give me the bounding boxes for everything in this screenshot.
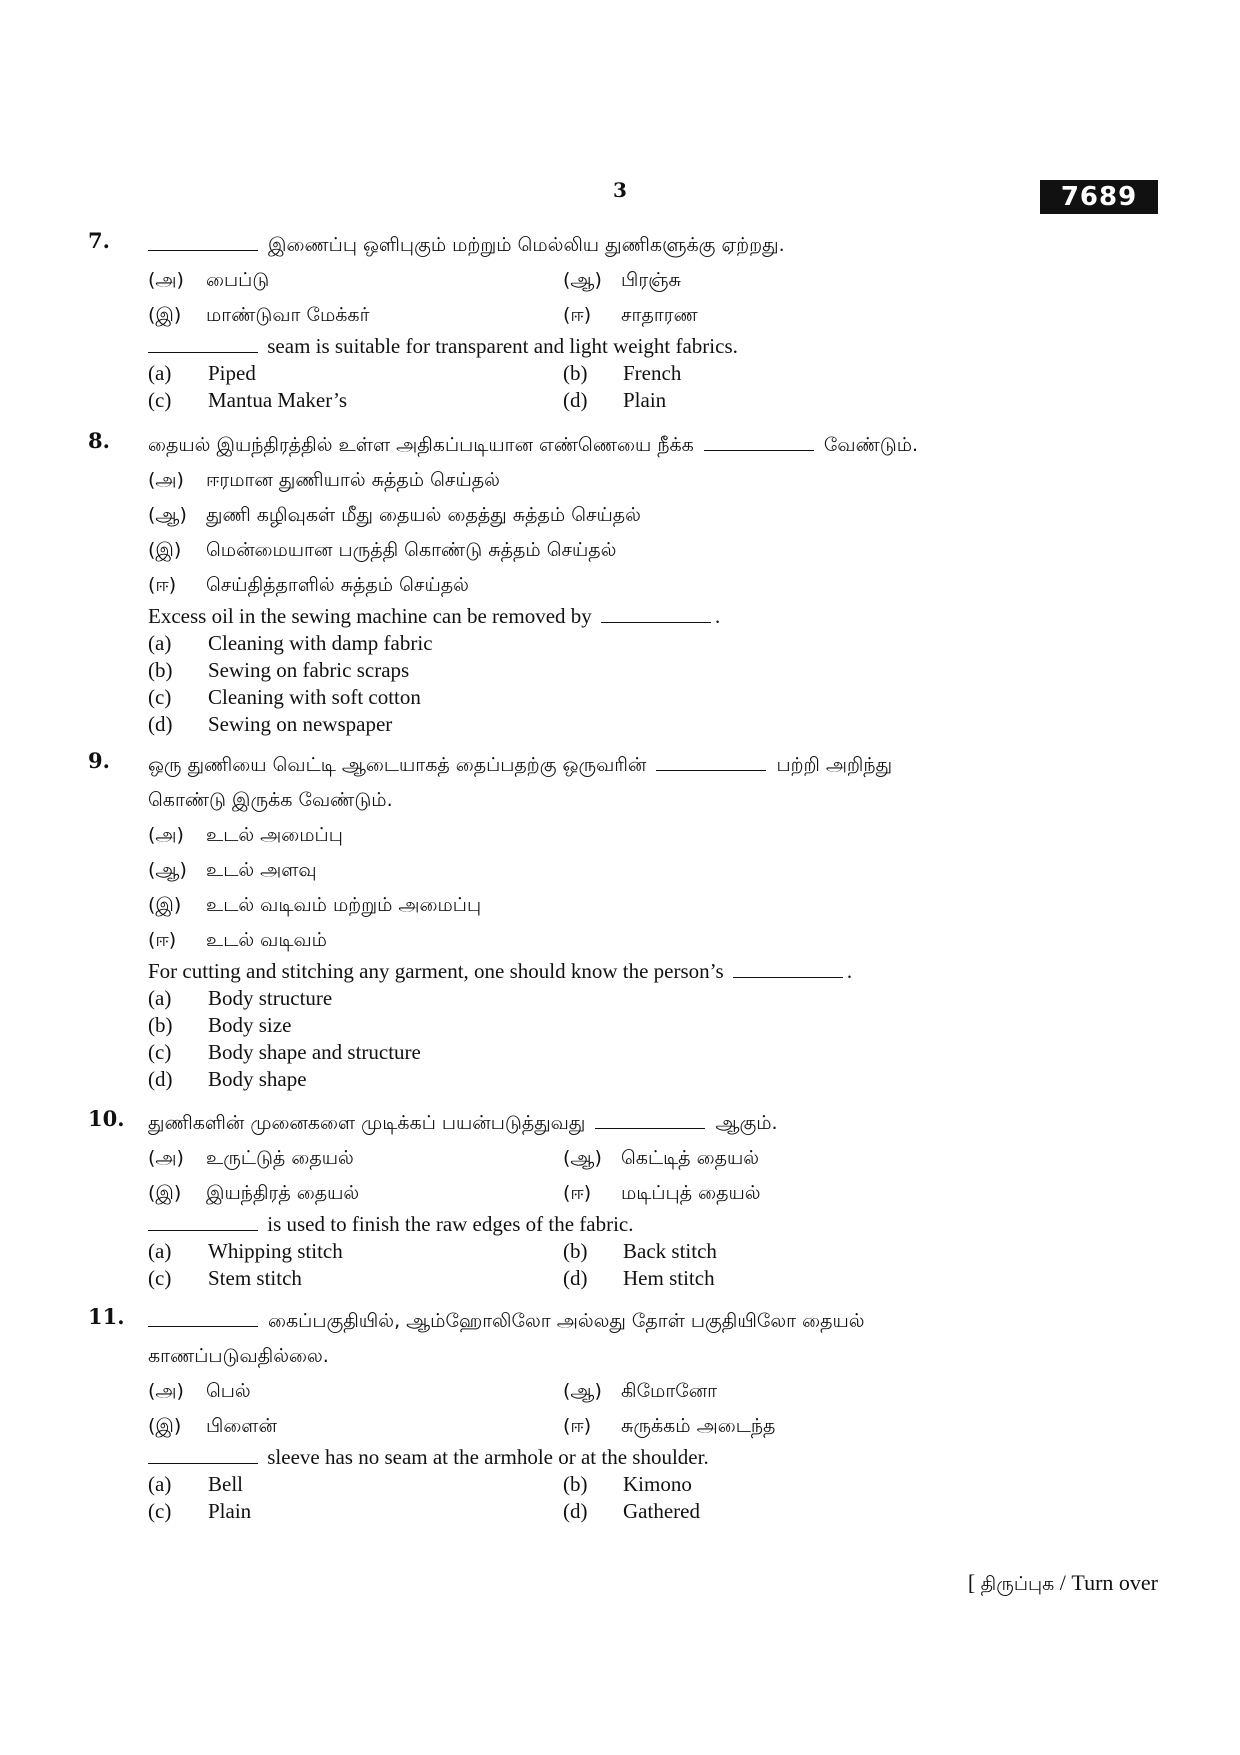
answer-blank <box>148 351 258 353</box>
ta-option-row <box>148 1409 1098 1444</box>
answer-blank <box>601 621 711 623</box>
en-option <box>148 985 1098 1012</box>
ta-question <box>148 1304 1098 1339</box>
text: ஈரமான துணியால் சுத்தம் செய்தல் <box>206 469 500 491</box>
text: ஆகும். <box>715 1112 778 1134</box>
en-option-row <box>148 387 1098 414</box>
text: (இ) <box>148 894 182 916</box>
text: (b) <box>563 361 588 385</box>
ta-option: சுருக்கம் அடைந்த <box>621 1415 776 1437</box>
text: (a) <box>148 1239 172 1263</box>
text: (இ) <box>148 1182 182 1204</box>
text: (c) <box>148 685 172 709</box>
en-option: Plain <box>623 388 667 412</box>
text: Cleaning with soft cotton <box>208 685 421 709</box>
answer-blank <box>704 449 814 451</box>
en-question <box>148 958 1098 985</box>
text: [ <box>967 1570 976 1595</box>
text: செய்தித்தாளில் சுத்தம் செய்தல் <box>206 574 469 596</box>
text: (d) <box>563 1266 588 1290</box>
text: Sewing on fabric scraps <box>208 658 410 682</box>
en-option <box>148 711 1098 738</box>
text: (ஈ) <box>563 1415 592 1437</box>
en-option-row <box>148 1498 1098 1525</box>
en-option <box>148 630 1098 657</box>
text: பற்றி அறிந்து <box>776 754 893 776</box>
ta-option: பிளைன் <box>206 1415 277 1437</box>
en-option-row <box>148 360 1098 387</box>
text: (c) <box>148 388 172 412</box>
text: (அ) <box>148 1380 184 1402</box>
text: / <box>1059 1570 1066 1595</box>
ta-option <box>148 463 1098 498</box>
ta-question <box>148 1106 1098 1141</box>
text: (a) <box>148 1472 172 1496</box>
text: Excess oil in the sewing machine can be removed by <box>148 604 592 628</box>
text: (அ) <box>148 1147 184 1169</box>
text: (b) <box>563 1239 588 1263</box>
ta-question <box>148 428 1098 463</box>
question-number: 8. <box>88 428 110 453</box>
en-option <box>148 657 1098 684</box>
text: (a) <box>148 361 172 385</box>
en-option-row <box>148 1265 1098 1292</box>
en-option: Stem stitch <box>208 1266 302 1290</box>
text: தையல் இயந்திரத்தில் உள்ள அதிகப்படியான எண்ணெயை நீக்க <box>148 434 694 456</box>
text: உடல் வடிவம் மற்றும் அமைப்பு <box>206 894 482 916</box>
text: (c) <box>148 1499 172 1523</box>
text: (அ) <box>148 824 184 846</box>
text: உடல் அமைப்பு <box>206 824 343 846</box>
ta-option-row <box>148 1176 1098 1211</box>
question-number: 7. <box>88 228 110 253</box>
text: (c) <box>148 1266 172 1290</box>
text: (d) <box>148 1067 173 1091</box>
ta-option <box>148 923 1098 958</box>
ta-option <box>148 533 1098 568</box>
ta-option <box>148 498 1098 533</box>
ta-option <box>148 888 1098 923</box>
text: ஒரு துணியை வெட்டி ஆடையாகத் தைப்பதற்கு ஒருவரின் <box>148 754 647 776</box>
answer-blank <box>148 1325 258 1327</box>
question-number: 11. <box>88 1304 125 1329</box>
text: (இ) <box>148 304 182 326</box>
text: (d) <box>563 388 588 412</box>
text: மென்மையான பருத்தி கொண்டு சுத்தம் செய்தல் <box>206 539 617 561</box>
text: Sewing on newspaper <box>208 712 393 736</box>
en-question <box>148 603 1098 630</box>
ta-option-row <box>148 1374 1098 1409</box>
text: (c) <box>148 1040 172 1064</box>
text: (b) <box>148 658 173 682</box>
paper-code-badge: 7689 <box>1040 180 1158 214</box>
text: Body shape and structure <box>208 1040 421 1064</box>
en-option <box>148 1039 1098 1066</box>
text: (ஆ) <box>563 1380 602 1402</box>
en-option: French <box>623 361 682 385</box>
text: Body structure <box>208 986 333 1010</box>
text: (ஈ) <box>148 574 177 596</box>
ta-question <box>148 228 1098 263</box>
en-option: Bell <box>208 1472 243 1496</box>
ta-option: கிமோனோ <box>621 1380 718 1402</box>
text: Body size <box>208 1013 292 1037</box>
text: (b) <box>563 1472 588 1496</box>
page-number: 3 <box>613 178 627 202</box>
ta-option-row <box>148 263 1098 298</box>
en-question <box>148 333 1098 360</box>
text: (இ) <box>148 1415 182 1437</box>
en-option <box>148 684 1098 711</box>
turn-over-note <box>900 1570 1158 1598</box>
text: Cleaning with damp fabric <box>208 631 433 655</box>
text: (ஆ) <box>563 269 602 291</box>
en-option: Back stitch <box>623 1239 717 1263</box>
text: seam is suitable for transparent and light weight fabrics. <box>267 334 738 358</box>
text: (அ) <box>148 469 184 491</box>
ta-option: பைப்டு <box>206 269 270 291</box>
text: துணிகளின் முனைகளை முடிக்கப் பயன்படுத்துவது <box>148 1112 586 1134</box>
text: (ஈ) <box>563 1182 592 1204</box>
text: (ஈ) <box>563 304 592 326</box>
en-option: Piped <box>208 361 256 385</box>
en-option <box>148 1012 1098 1039</box>
en-option-row <box>148 1238 1098 1265</box>
text: துணி கழிவுகள் மீது தையல் தைத்து சுத்தம் செய்தல் <box>206 504 641 526</box>
answer-blank <box>148 249 258 251</box>
en-option-row <box>148 1471 1098 1498</box>
text: (ஆ) <box>148 504 187 526</box>
text: கைப்பகுதியில், ஆம்ஹோலிலோ அல்லது தோள் பகுதியிலோ தையல் <box>268 1310 865 1332</box>
ta-option <box>148 853 1098 888</box>
ta-option: மடிப்புத் தையல் <box>621 1182 761 1204</box>
text: திருப்புக <box>980 1573 1055 1595</box>
ta-question-continued: காணப்படுவதில்லை. <box>148 1345 329 1367</box>
text: . <box>846 959 853 983</box>
text: (ஆ) <box>148 859 187 881</box>
en-option: Kimono <box>623 1472 692 1496</box>
text: உடல் அளவு <box>206 859 317 881</box>
text: (அ) <box>148 269 184 291</box>
text: Turn over <box>1071 1570 1158 1595</box>
en-option: Hem stitch <box>623 1266 715 1290</box>
text: (ஆ) <box>563 1147 602 1169</box>
text: (b) <box>148 1013 173 1037</box>
ta-question-continued: கொண்டு இருக்க வேண்டும். <box>148 789 393 811</box>
text: (d) <box>148 712 173 736</box>
text: (இ) <box>148 539 182 561</box>
ta-option-row <box>148 298 1098 333</box>
en-option: Plain <box>208 1499 252 1523</box>
text: (ஈ) <box>148 929 177 951</box>
text: இணைப்பு ஒளிபுகும் மற்றும் மெல்லிய துணிகளுக்கு ஏற்றது. <box>268 234 785 256</box>
ta-option <box>148 818 1098 853</box>
ta-option: கெட்டித் தையல் <box>621 1147 760 1169</box>
ta-option: மாண்டுவா மேக்கர் <box>206 304 370 326</box>
ta-option: இயந்திரத் தையல் <box>206 1182 360 1204</box>
question-number: 9. <box>88 748 110 773</box>
answer-blank <box>148 1229 258 1231</box>
text: is used to finish the raw edges of the fabric. <box>267 1212 634 1236</box>
ta-option <box>148 568 1098 603</box>
ta-option-row <box>148 1141 1098 1176</box>
question-number: 10. <box>88 1106 125 1131</box>
text: (a) <box>148 631 172 655</box>
text: (d) <box>563 1499 588 1523</box>
text: உடல் வடிவம் <box>206 929 327 951</box>
text: For cutting and stitching any garment, one should know the person’s <box>148 959 724 983</box>
text: Body shape <box>208 1067 307 1091</box>
ta-option: பெல் <box>206 1380 251 1402</box>
ta-question <box>148 748 1098 783</box>
text: வேண்டும். <box>823 434 919 456</box>
text: (a) <box>148 986 172 1010</box>
ta-option: பிரஞ்சு <box>621 269 681 291</box>
ta-option: உருட்டுத் தையல் <box>206 1147 354 1169</box>
text: sleeve has no seam at the armhole or at the shoulder. <box>267 1445 709 1469</box>
en-option: Whipping stitch <box>208 1239 343 1263</box>
answer-blank <box>733 976 843 978</box>
en-option: Mantua Maker’s <box>208 388 347 412</box>
answer-blank <box>656 769 766 771</box>
ta-option: சாதாரண <box>621 304 698 326</box>
en-option: Gathered <box>623 1499 700 1523</box>
en-question <box>148 1444 1098 1471</box>
answer-blank <box>595 1127 705 1129</box>
en-option <box>148 1066 1098 1093</box>
answer-blank <box>148 1462 258 1464</box>
en-question <box>148 1211 1098 1238</box>
text: . <box>715 604 721 628</box>
